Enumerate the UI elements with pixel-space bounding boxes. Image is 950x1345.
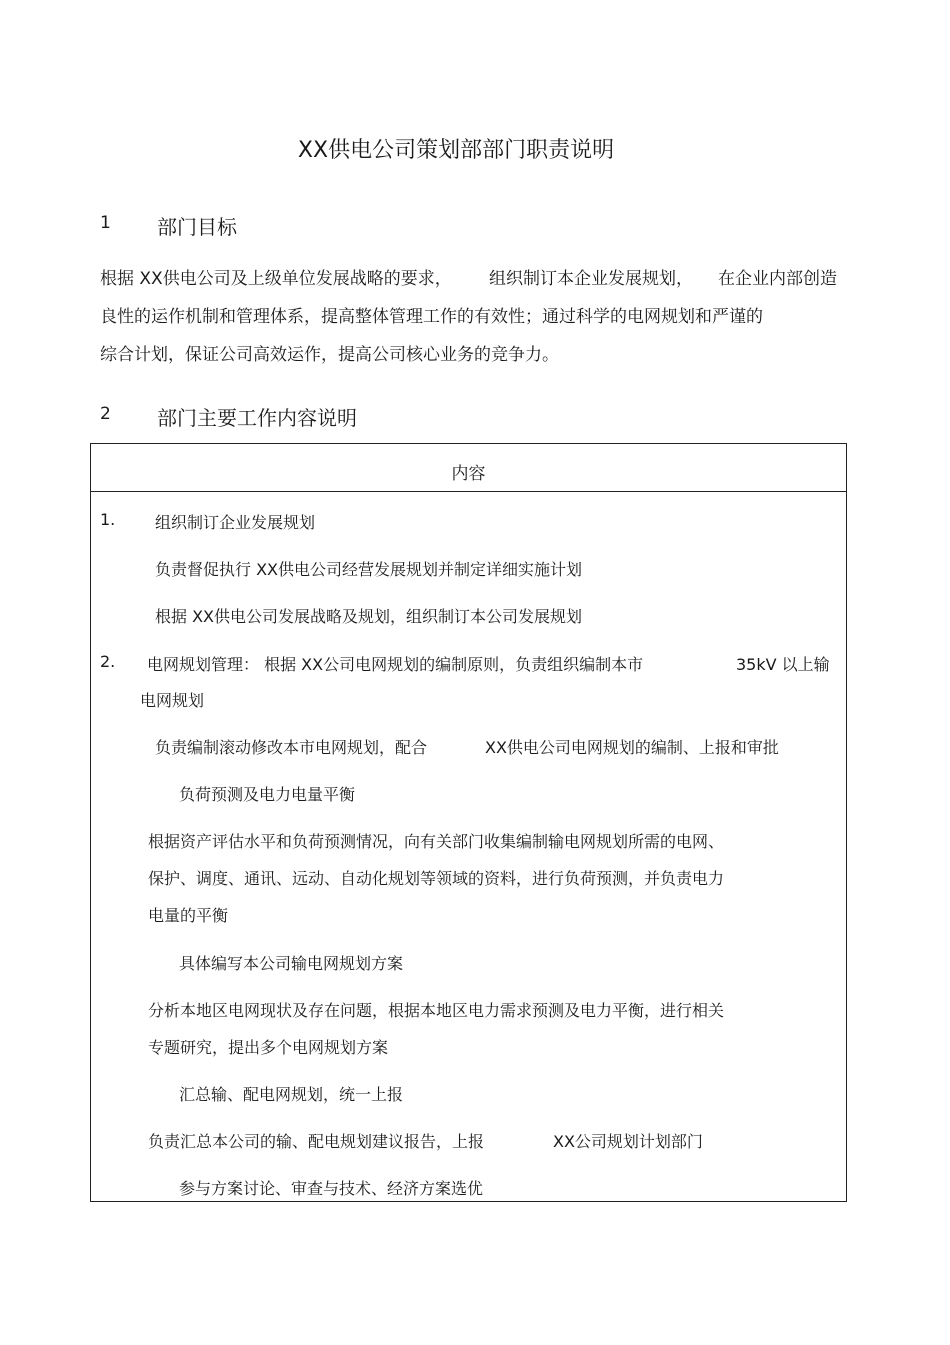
table-row-4-text-end: 35kV 以上输	[736, 655, 830, 674]
table-row-13-text: 专题研究，提出多个电网规划方案	[148, 1038, 389, 1057]
table-row-6-text: 负责编制滚动修改本市电网规划，配合	[155, 738, 428, 757]
table-row-15-text: 负责汇总本公司的输、配电规划建议报告，上报	[148, 1132, 485, 1151]
table-row-1-text: 组织制订企业发展规划	[155, 513, 316, 532]
section-2-number: 2	[100, 404, 111, 424]
table-row-14-text: 汇总输、配电网规划，统一上报	[179, 1085, 404, 1104]
table-row-11-text: 具体编写本公司输电网规划方案	[179, 954, 404, 973]
table-row-5-text: 电网规划	[140, 691, 205, 710]
table-header-label: 内容	[451, 464, 486, 484]
table-row-12-text: 分析本地区电网现状及存在问题，根据本地区电力需求预测及电力平衡，进行相关	[148, 1001, 725, 1020]
table-row-16-text: 参与方案讨论、审查与技术、经济方案选优	[179, 1179, 484, 1198]
section-1-title: 部门目标	[157, 215, 237, 239]
table-row-10-text: 电量的平衡	[148, 906, 229, 925]
table-row-7-text: 负荷预测及电力电量平衡	[179, 785, 356, 804]
table-row-3-text: 根据 XX供电公司发展战略及规划，组织制订本公司发展规划	[155, 607, 583, 626]
section-1-number: 1	[100, 213, 111, 233]
table-row-9-text: 保护、调度、通讯、远动、自动化规划等领域的资料，进行负荷预测，并负责电力	[148, 869, 725, 888]
table-row-4-text: 电网规划管理： 根据 XX公司电网规划的编制原则，负责组织编制本市	[147, 655, 644, 674]
table-row-4-number: 2.	[100, 652, 116, 671]
table-row-6-text-end: XX供电公司电网规划的编制、上报和审批	[485, 738, 779, 757]
table-header	[91, 444, 846, 492]
table-row-2-text: 负责督促执行 XX供电公司经营发展规划并制定详细实施计划	[155, 560, 583, 579]
section-1-line-1-part-3: 在企业内部创造	[718, 269, 837, 289]
section-1-line-1-part-1: 根据 XX供电公司及上级单位发展战略的要求，	[100, 269, 452, 289]
document-title: XX供电公司策划部部门职责说明	[297, 138, 615, 163]
section-1-line-2: 良性的运作机制和管理体系，提高整体管理工作的有效性；通过科学的电网规划和严谨的	[100, 307, 763, 327]
section-1-line-3: 综合计划，保证公司高效运作，提高公司核心业务的竞争力。	[100, 345, 559, 365]
content-table	[90, 443, 847, 1202]
table-row-1-number: 1.	[100, 510, 116, 529]
section-1-line-1-part-2: 组织制订本企业发展规划，	[489, 269, 693, 289]
section-2-title: 部门主要工作内容说明	[157, 406, 357, 430]
table-row-15-text-end: XX公司规划计划部门	[553, 1132, 703, 1151]
table-row-8-text: 根据资产评估水平和负荷预测情况，向有关部门收集编制输电网规划所需的电网、	[148, 832, 725, 851]
